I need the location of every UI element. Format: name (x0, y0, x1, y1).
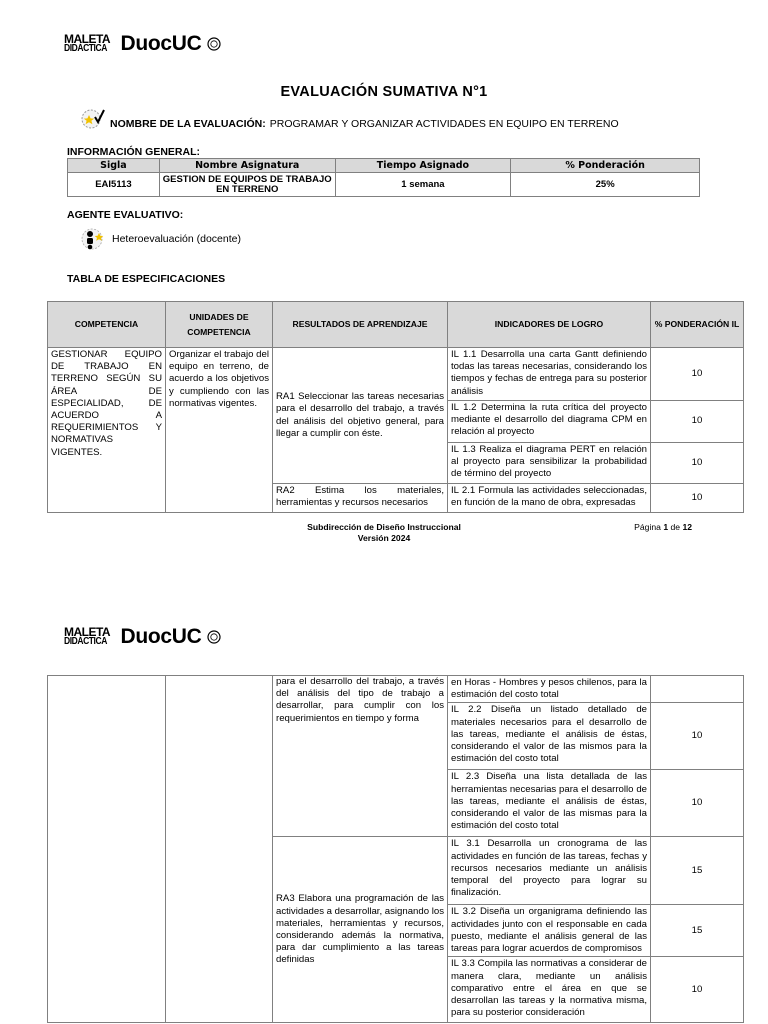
evaluation-checklist-icon (80, 106, 106, 132)
footer-line-2: Versión 2024 (357, 532, 411, 543)
cell-pond-il-3-1: 15 (651, 837, 744, 905)
table-row (48, 348, 744, 401)
cell-pond-il-1-2: 10 (651, 401, 744, 443)
duocuc-logo: DuocUC (120, 625, 202, 648)
col-header-unidades: UNIDADES DE COMPETENCIA (166, 302, 273, 348)
cell-ra3: RA3 Elabora una programación de las actividades a desarrollar, asignando los materiales, herramientas y recursos, considerando además la normativa, para dar cumplimiento a las tareas definidas (273, 837, 448, 1023)
cell-pond-il-3-2: 15 (651, 905, 744, 957)
info-general-table (67, 158, 700, 197)
agent-value: Heteroevaluación (docente) (112, 233, 241, 245)
col-header-competencia: COMPETENCIA (48, 302, 166, 348)
cell-pond-il-2-2: 10 (651, 703, 744, 770)
cell-sigla: EAI5113 (68, 173, 160, 197)
cell-pond-il-2-1-continued (651, 676, 744, 703)
cell-il-3-3: IL 3.3 Compila las normativas a considerar de manera clara, mediante un análisis comparativo entre el área en que se desarrollan las tareas y la normativa misma, para su posterior consideración (448, 957, 651, 1023)
col-header-indicadores: INDICADORES DE LOGRO (448, 302, 651, 348)
cell-ponderacion: 25% (511, 173, 700, 197)
cell-unidad: Organizar el trabajo del equipo en terreno, de acuerdo a los objetivos y cumpliendo con las normativas vigentes. (166, 348, 273, 513)
cell-competencia-continued (48, 676, 166, 1023)
document-title: EVALUACIÓN SUMATIVA N°1 (280, 84, 488, 100)
info-general-heading: INFORMACIÓN GENERAL: (67, 146, 200, 158)
page-number: Página 1 de 12 (634, 522, 692, 532)
cell-ra2-part2: para el desarrollo del trabajo, a través del análisis del tipo de trabajo a desarrollar, para cumplir con los requerimientos en tiempo y forma (273, 676, 448, 837)
cell-pond-il-3-3: 10 (651, 957, 744, 1023)
cell-il-2-3: IL 2.3 Diseña una lista detallada de las herramientas necesarias para el desarrollo de las tareas, mediante el análisis de éstas, considerando el valor de las mismas para la estimación del costo total (448, 770, 651, 837)
cell-asignatura: GESTION DE EQUIPOS DE TRABAJO EN TERRENO (159, 173, 335, 197)
col-header-asignatura: Nombre Asignatura (159, 159, 335, 173)
spec-header-row (48, 302, 744, 348)
col-header-ponderacion-il: % PONDERACIÓN IL (651, 302, 744, 348)
cell-competencia: GESTIONAR EQUIPO DE TRABAJO EN TERRENO SEGÚN SU ÁREA DE ESPECIALIDAD, DE ACUERDO A REQUERIMIENTOS Y NORMATIVAS VIGENTES. (48, 348, 166, 513)
cell-pond-il-1-1: 10 (651, 348, 744, 401)
evaluation-name-label: NOMBRE DE LA EVALUACIÓN: (110, 118, 266, 130)
seal-icon (207, 37, 221, 51)
cell-tiempo: 1 semana (335, 173, 511, 197)
evaluation-name-row (80, 106, 619, 132)
cell-il-1-2: IL 1.2 Determina la ruta crítica del proyecto mediante el desarrollo del diagrama CPM en relación al proyecto (448, 401, 651, 443)
cell-il-2-1-part2: en Horas - Hombres y pesos chilenos, para la estimación del costo total (448, 676, 651, 703)
maleta-didactica-logo: MALETA DIDÁCTICA (64, 32, 111, 54)
cell-il-1-3: IL 1.3 Realiza el diagrama PERT en relación al proyecto para sensibilizar la probabilidad de término del proyecto (448, 443, 651, 484)
cell-pond-il-1-3: 10 (651, 443, 744, 484)
cell-il-1-1: IL 1.1 Desarrolla una carta Gantt definiendo todas las tareas necesarias, considerando los tiempos y fechas de entrega para su posterior análisis (448, 348, 651, 401)
institution-logo-page-2 (64, 625, 221, 649)
evaluator-person-icon (80, 226, 106, 252)
cell-ra2-part1: RA2 Estima los materiales, herramientas y recursos necesarios (273, 484, 448, 513)
seal-icon (207, 630, 221, 644)
cell-pond-il-2-3: 10 (651, 770, 744, 837)
info-data-row (68, 173, 700, 197)
spec-table-heading: TABLA DE ESPECIFICACIONES (67, 273, 226, 285)
agente-evaluativo-heading: AGENTE EVALUATIVO: (67, 209, 184, 221)
cell-il-3-1: IL 3.1 Desarrolla un cronograma de las actividades en función de las tareas, fechas y recursos necesarios mediante un análisis temporal del proyecto para lograr su finalización. (448, 837, 651, 905)
cell-il-3-2: IL 3.2 Diseña un organigrama definiendo las actividades junto con el responsable en cada puesto, mediante el análisis general de las tareas para lograr acuerdos de compromisos (448, 905, 651, 957)
footer-line-1: Subdirección de Diseño Instruccional (307, 522, 461, 532)
cell-pond-il-2-1: 10 (651, 484, 744, 513)
cell-il-2-1-part1: IL 2.1 Formula las actividades seleccionadas, en función de la mano de obra, expresadas (448, 484, 651, 513)
col-header-sigla: Sigla (68, 159, 160, 173)
col-header-ponderacion: % Ponderación (511, 159, 700, 173)
page-2-table-area (0, 675, 768, 1024)
col-header-resultados: RESULTADOS DE APRENDIZAJE (273, 302, 448, 348)
duocuc-logo: DuocUC (120, 32, 202, 55)
spec-table-continuation (47, 675, 744, 1023)
cell-ra1: RA1 Seleccionar las tareas necesarias para el desarrollo del trabajo, a través del análisis del objetivo general, para llegar a cumplir con éste. (273, 348, 448, 484)
col-header-tiempo: Tiempo Asignado (335, 159, 511, 173)
spec-table (47, 301, 744, 513)
cell-il-2-2: IL 2.2 Diseña un listado detallado de materiales necesarios para el desarrollo de las tareas, mediante el análisis de éstas, considerando el valor de las mismos para la estimación del costo total (448, 703, 651, 770)
table-row (48, 676, 744, 703)
institution-logo (64, 32, 221, 56)
evaluation-name-value: PROGRAMAR Y ORGANIZAR ACTIVIDADES EN EQUIPO EN TERRENO (269, 118, 619, 130)
info-header-row (68, 159, 700, 173)
agent-row (80, 226, 241, 252)
cell-unidad-continued (166, 676, 273, 1023)
maleta-didactica-logo: MALETA DIDÁCTICA (64, 625, 111, 647)
